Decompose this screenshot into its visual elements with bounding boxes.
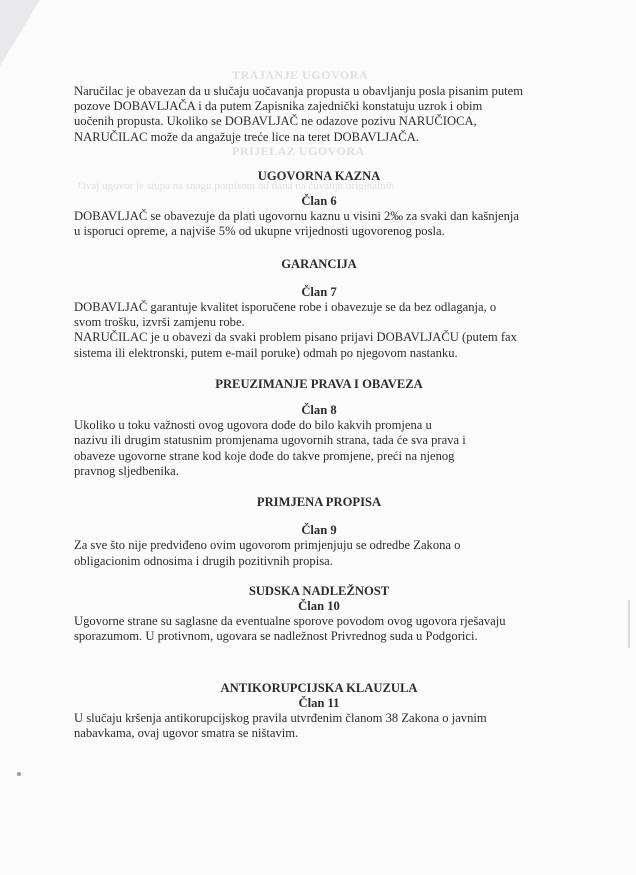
text-line: DOBAVLJAČ se obavezuje da plati ugovornu kaznu u visini 2‰ za svaki dan kašnjenja — [74, 209, 520, 224]
article-number: Član 6 — [301, 194, 337, 209]
article-number: Član 10 — [298, 599, 340, 614]
text-line: DOBAVLJAČ garantuje kvalitet isporučene robe i obavezuje se da bez odlaganja, o — [74, 300, 497, 315]
section-heading: SUDSKA NADLEŽNOST — [248, 583, 390, 598]
section-heading: UGOVORNA KAZNA — [257, 168, 381, 183]
text-line: nabavkama, ovaj ugovor smatra se ništavim. — [74, 726, 299, 741]
bleed-through-heading: TRAJANJE UGOVORA — [232, 68, 369, 82]
section-heading: ANTIKORUPCIJSKA KLAUZULA — [220, 680, 418, 695]
scan-edge-mark — [628, 600, 630, 648]
text-line: sporazumom. U protivnom, ugovara se nadležnost Privrednog suda u Podgorici. — [74, 629, 478, 644]
section-ugovorna-kazna — [74, 169, 564, 240]
bleed-through-heading: PRIJELAZ UGOVORA — [232, 144, 365, 158]
text-line: U slučaju kršenja antikorupcijskog pravila utvrđenim članom 38 Zakona o javnim — [74, 711, 487, 726]
text-line: Za sve što nije predviđeno ovim ugovorom primjenjuju se odredbe Zakona o — [74, 538, 461, 553]
section-garancija — [74, 257, 564, 361]
text-line: svom trošku, izvrši zamjenu robe. — [74, 315, 245, 330]
scan-speck — [17, 772, 21, 776]
section-antikorupcijska-klauzula — [74, 681, 564, 742]
article-number: Član 9 — [301, 523, 337, 538]
text-line: nazivu ili drugim statusnim promjenama ugovornih strana, tada će sva prava i — [74, 433, 466, 448]
text-line: NARUČILAC je u obavezi da svaki problem pisano prijavi DOBAVLJAČU (putem fax — [74, 330, 517, 345]
text-line: sistema ili elektronski, putem e-mail poruke) odmah po njegovom nastanku. — [74, 345, 458, 360]
document-body — [74, 84, 564, 742]
section-heading: PREUZIMANJE PRAVA I OBAVEZA — [215, 376, 423, 391]
section-primjena-propisa — [74, 495, 564, 569]
text-line: NARUČILAC može da angažuje treće lice na teret DOBAVLJAČA. — [74, 129, 419, 144]
section-heading: PRIMJENA PROPISA — [256, 495, 382, 510]
text-line: Ugovorne strane su saglasne da eventualne sporove povodom ovog ugovora rješavaju — [74, 614, 506, 629]
section-preuzimanje-prava — [74, 377, 564, 479]
text-line: Naručilac je obavezan da u slučaju uočavanja propusta u obavljanju posla pisanim putem — [74, 84, 524, 98]
section-heading: GARANCIJA — [281, 256, 357, 271]
article-number: Član 11 — [298, 695, 340, 710]
text-line: Ukoliko u toku važnosti ovog ugovora dođe do bilo kakvih promjena u — [74, 418, 432, 433]
text-line: pozove DOBAVLJAČA i da putem Zapisnika zajednički konstatuju uzrok i obim — [74, 99, 483, 114]
section-sudska-nadleznost — [74, 584, 564, 645]
bleed-through-text: Ovaj ugovor je stupa na snagu potpisom od dana na čuvanju originalnih — [78, 180, 395, 192]
article-number: Član 8 — [301, 403, 337, 418]
text-line: obaveze ugovorne strane kod koje dođe do takve promjene, preći na njenog — [74, 448, 455, 463]
text-line: uočenih propusta. Ukoliko se DOBAVLJAČ ne odazove pozivu NARUČIOCA, — [74, 114, 477, 129]
intro-paragraph — [74, 84, 564, 145]
text-line: pravnog sljedbenika. — [74, 463, 179, 478]
text-line: u isporuci opreme, a najviše 5% od ukupne vrijednosti ugovorenog posla. — [74, 224, 445, 239]
folded-corner — [0, 0, 40, 66]
article-number: Član 7 — [301, 284, 337, 299]
text-line: obligacionim odnosima i drugih pozitivnih propisa. — [74, 553, 333, 568]
